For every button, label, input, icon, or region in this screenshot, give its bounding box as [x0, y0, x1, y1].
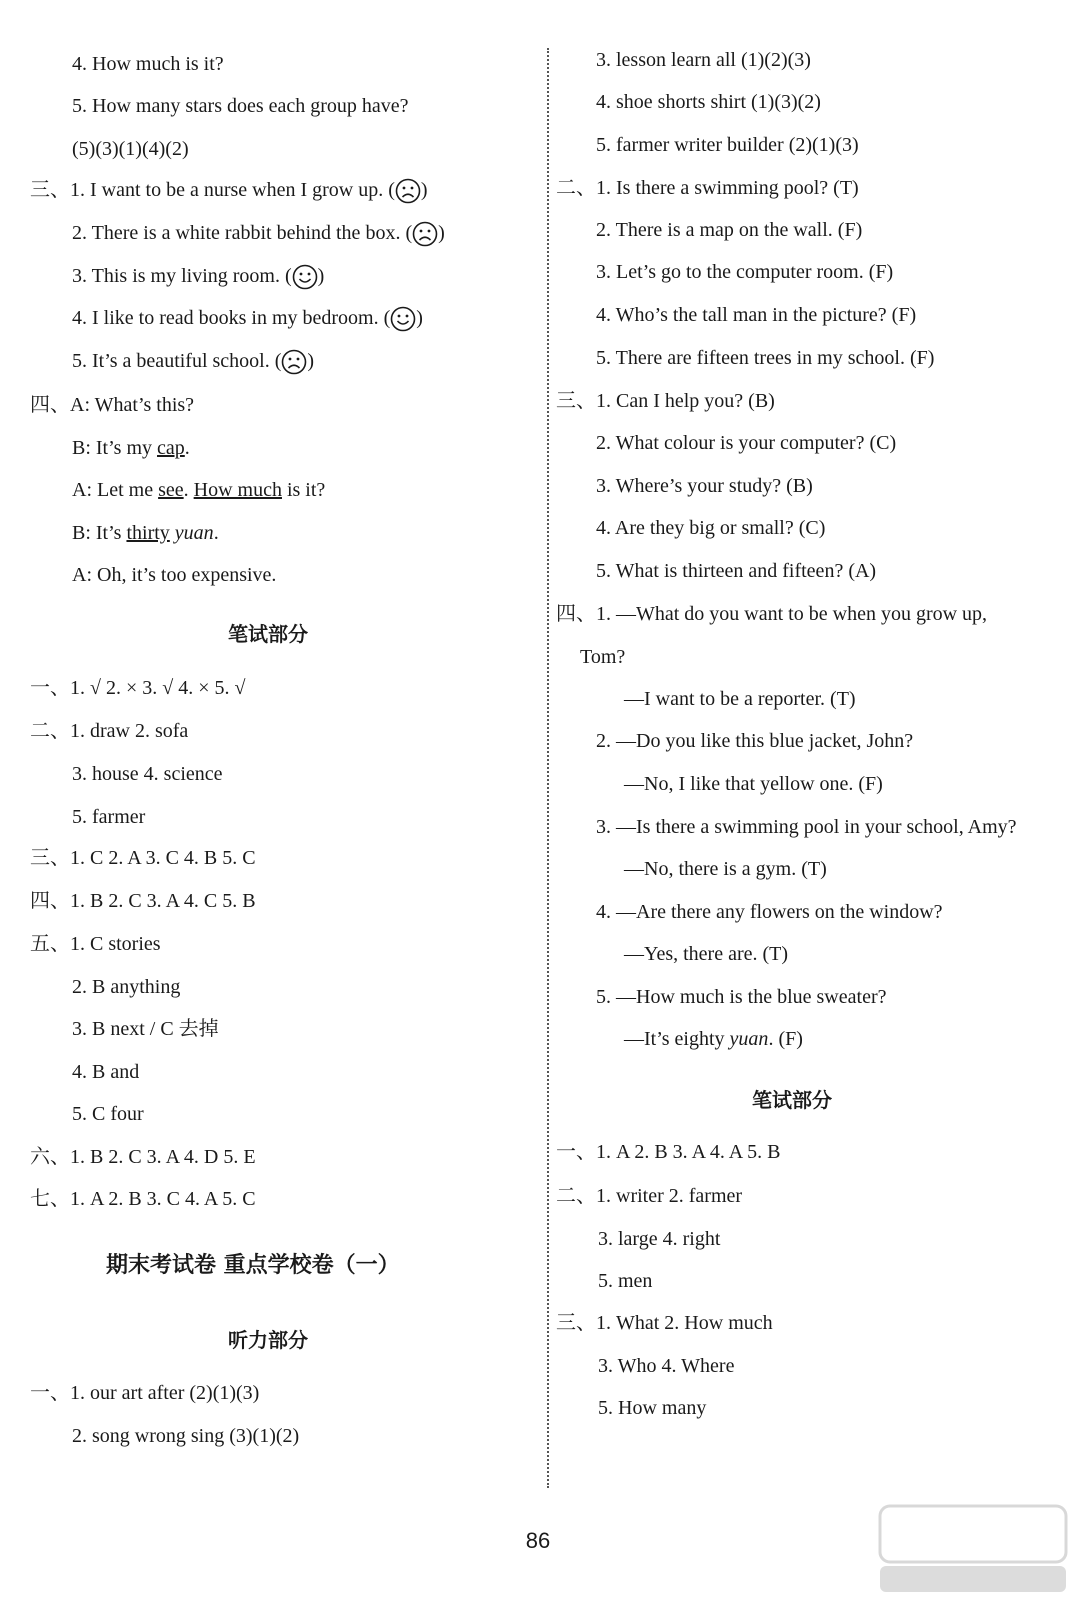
answer-line: 2. —Do you like this blue jacket, John? [596, 730, 914, 752]
answer-text: ) [317, 265, 325, 287]
answer-text: 4. I like to read books in my bedroom. ( [72, 307, 391, 329]
exam-title: 期末考试卷 重点学校卷（一） [106, 1253, 400, 1278]
answer-text: 5. It’s a beautiful school. ( [72, 350, 282, 372]
section-heading: 笔试部分 [228, 622, 308, 646]
dialogue-text: A: Let me [72, 479, 159, 501]
answer-line: 4. shoe shorts shirt (1)(3)(2) [596, 91, 821, 113]
answer-text: ) [420, 179, 428, 201]
dialogue-text: B: It’s [72, 522, 127, 544]
page-number: 86 [525, 1528, 551, 1553]
italic-word: yuan [169, 522, 214, 544]
answer-line: 一、1. √ 2. × 3. √ 4. × 5. √ [30, 677, 246, 699]
answer-line: 4. —Are there any flowers on the window? [596, 901, 943, 923]
answer-line: 5. C four [72, 1103, 144, 1125]
answer-line: 一、1. A 2. B 3. A 4. A 5. B [556, 1141, 781, 1163]
answer-line: 3. —Is there a swimming pool in your school, Amy? [596, 816, 1017, 838]
section-heading: 听力部分 [228, 1328, 308, 1352]
answer-line [624, 1027, 803, 1051]
sad-face-icon [281, 349, 307, 375]
answer-line: 2. song wrong sing (3)(1)(2) [72, 1425, 300, 1447]
answer-line [72, 221, 445, 247]
answer-line: (5)(3)(1)(4)(2) [72, 138, 189, 160]
answer-line: 5. How many [598, 1397, 707, 1419]
answer-line: 5. How many stars does each group have? [72, 95, 409, 117]
underlined-answer: see [158, 479, 184, 501]
answer-line: 四、1. —What do you want to be when you grow up, [556, 603, 988, 625]
answer-line: 3. large 4. right [598, 1228, 721, 1250]
answer-line [72, 264, 324, 290]
section-heading: 笔试部分 [752, 1088, 832, 1112]
dialogue-text: . [183, 479, 194, 501]
answer-line: 3. Who 4. Where [598, 1355, 735, 1377]
answer-line [72, 349, 314, 375]
answer-line: 3. house 4. science [72, 763, 223, 785]
underlined-answer: How much [193, 479, 282, 501]
answer-line: 5. There are fifteen trees in my school. (F) [596, 347, 935, 369]
answer-line [30, 178, 428, 204]
smiley-face-icon [292, 264, 318, 290]
answer-line [72, 306, 423, 332]
underlined-answer: thirty [126, 522, 170, 544]
answer-line: 2. B anything [72, 976, 181, 998]
answer-line: —No, there is a gym. (T) [624, 858, 827, 880]
answer-line: 3. lesson learn all (1)(2)(3) [596, 49, 811, 71]
dialogue-text: B: It’s my [72, 437, 158, 459]
answer-line: 4. Who’s the tall man in the picture? (F) [596, 304, 917, 326]
answer-line: 六、1. B 2. C 3. A 4. D 5. E [30, 1146, 256, 1168]
answer-text: —It’s eighty [624, 1028, 725, 1050]
answer-text: 3. This is my living room. ( [72, 265, 292, 287]
answer-line: —I want to be a reporter. (T) [624, 688, 856, 710]
answer-line: 5. —How much is the blue sweater? [596, 986, 887, 1008]
answer-line: 二、1. writer 2. farmer [556, 1185, 743, 1207]
answer-line: 三、1. Can I help you? (B) [556, 390, 775, 412]
answer-line: 5. What is thirteen and fifteen? (A) [596, 560, 877, 582]
answer-line: —No, I like that yellow one. (F) [624, 773, 883, 795]
answer-line: 二、1. draw 2. sofa [30, 720, 189, 742]
answer-text: ) [416, 307, 423, 329]
answer-line: —Yes, there are. (T) [624, 943, 789, 965]
dialogue-line [72, 521, 219, 545]
answer-line: 2. There is a map on the wall. (F) [596, 219, 863, 241]
dialogue-line [72, 478, 325, 502]
answer-line: 二、1. Is there a swimming pool? (T) [556, 177, 859, 199]
italic-word: yuan [724, 1028, 769, 1050]
answer-line: 四、1. B 2. C 3. A 4. C 5. B [30, 890, 256, 912]
dialogue-line: 四、A: What’s this? [30, 394, 195, 416]
column-divider [547, 48, 549, 1488]
answer-text: ) [307, 350, 315, 372]
answer-text: . (F) [768, 1028, 803, 1050]
sad-face-icon [412, 221, 438, 247]
answer-line: 三、1. What 2. How much [556, 1312, 773, 1334]
answer-text: 三、1. I want to be a nurse when I grow up. ( [30, 179, 395, 201]
answer-line: 4. How much is it? [72, 53, 224, 75]
dialogue-text: . [184, 437, 190, 459]
answer-line: 一、1. our art after (2)(1)(3) [30, 1382, 260, 1404]
answer-line: Tom? [580, 646, 626, 668]
answer-line: 3. B next / C 去掉 [72, 1018, 219, 1040]
answer-line: 3. Let’s go to the computer room. (F) [596, 261, 894, 283]
answer-text: ) [438, 222, 445, 244]
watermark-logo [878, 1504, 1068, 1594]
sad-face-icon [395, 178, 421, 204]
dialogue-line [72, 436, 190, 460]
dialogue-line: A: Oh, it’s too expensive. [72, 564, 277, 586]
answer-line: 5. men [598, 1270, 653, 1292]
answer-text: 2. There is a white rabbit behind the box. ( [72, 222, 413, 244]
answer-line: 三、1. C 2. A 3. C 4. B 5. C [30, 847, 256, 869]
answer-line: 4. Are they big or small? (C) [596, 517, 826, 539]
answer-line: 5. farmer writer builder (2)(1)(3) [596, 134, 859, 156]
answer-line: 五、1. C stories [30, 933, 161, 955]
dialogue-text: . [213, 522, 219, 544]
answer-line: 七、1. A 2. B 3. C 4. A 5. C [30, 1188, 256, 1210]
answer-line: 4. B and [72, 1061, 140, 1083]
smiley-face-icon [390, 306, 416, 332]
dialogue-text: is it? [281, 479, 326, 501]
answer-line: 3. Where’s your study? (B) [596, 475, 813, 497]
underlined-answer: cap [157, 437, 185, 459]
answer-line: 5. farmer [72, 806, 146, 828]
answer-line: 2. What colour is your computer? (C) [596, 432, 897, 454]
